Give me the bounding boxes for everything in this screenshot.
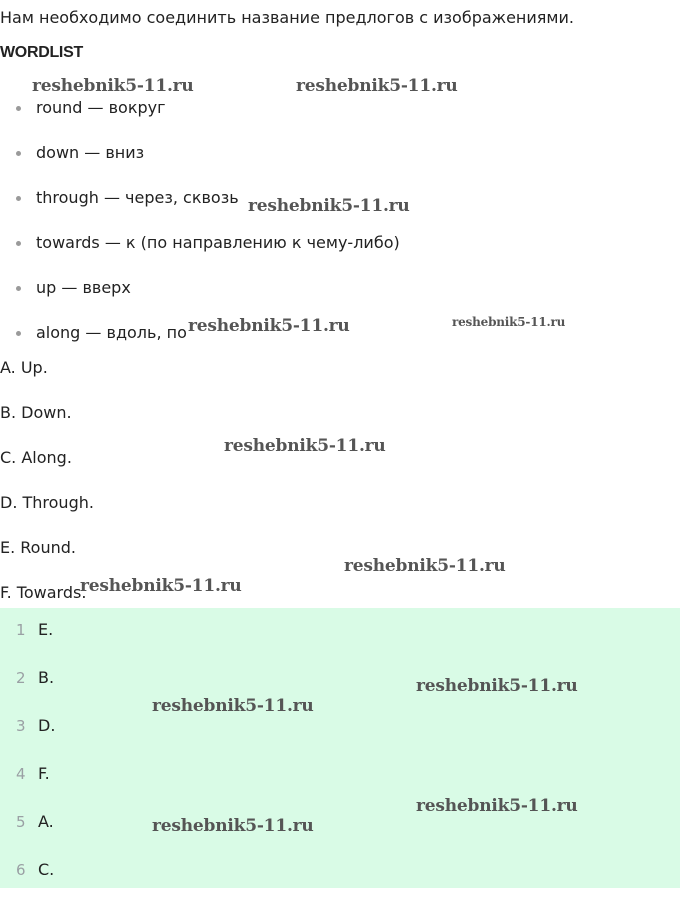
intro-text: Нам необходимо соединить название предлогов с изображениями.	[0, 8, 574, 27]
watermark: reshebnik5-11.ru	[32, 76, 194, 96]
answer-number: 2	[16, 669, 26, 687]
option-item: F. Towards.	[0, 583, 87, 602]
option-item: E. Round.	[0, 538, 76, 557]
answer-value: B.	[38, 668, 55, 687]
watermark: reshebnik5-11.ru	[152, 696, 314, 716]
watermark: reshebnik5-11.ru	[224, 436, 386, 456]
option-item: D. Through.	[0, 493, 94, 512]
watermark: reshebnik5-11.ru	[248, 196, 410, 216]
watermark: reshebnik5-11.ru	[188, 316, 350, 336]
option-item: C. Along.	[0, 448, 72, 467]
answer-number: 6	[16, 861, 26, 879]
watermark: reshebnik5-11.ru	[452, 315, 566, 329]
answer-value: F.	[38, 764, 50, 783]
wordlist-item-text: up — вверх	[36, 278, 131, 297]
wordlist-item-text: round — вокруг	[36, 98, 166, 117]
watermark: reshebnik5-11.ru	[152, 816, 314, 836]
answer-value: C.	[38, 860, 55, 879]
bullet-icon	[16, 331, 21, 336]
wordlist-item-text: towards — к (по направлению к чему-либо)	[36, 233, 400, 252]
answer-number: 3	[16, 717, 26, 735]
watermark: reshebnik5-11.ru	[344, 556, 506, 576]
wordlist-heading: WORDLIST	[0, 44, 83, 61]
answer-value: D.	[38, 716, 56, 735]
wordlist-item-text: down — вниз	[36, 143, 145, 162]
bullet-icon	[16, 241, 21, 246]
answer-panel	[0, 608, 680, 888]
wordlist-item-text: through — через, сквозь	[36, 188, 239, 207]
watermark: reshebnik5-11.ru	[416, 676, 578, 696]
watermark: reshebnik5-11.ru	[80, 576, 242, 596]
answer-number: 5	[16, 813, 26, 831]
watermark: reshebnik5-11.ru	[416, 796, 578, 816]
option-item: A. Up.	[0, 358, 48, 377]
answer-value: E.	[38, 620, 54, 639]
wordlist-item-text: along — вдоль, по	[36, 323, 187, 342]
bullet-icon	[16, 151, 21, 156]
answer-value: A.	[38, 812, 54, 831]
watermark: reshebnik5-11.ru	[296, 76, 458, 96]
option-item: B. Down.	[0, 403, 72, 422]
bullet-icon	[16, 106, 21, 111]
bullet-icon	[16, 196, 21, 201]
answer-number: 4	[16, 765, 26, 783]
answer-number: 1	[16, 621, 26, 639]
bullet-icon	[16, 286, 21, 291]
